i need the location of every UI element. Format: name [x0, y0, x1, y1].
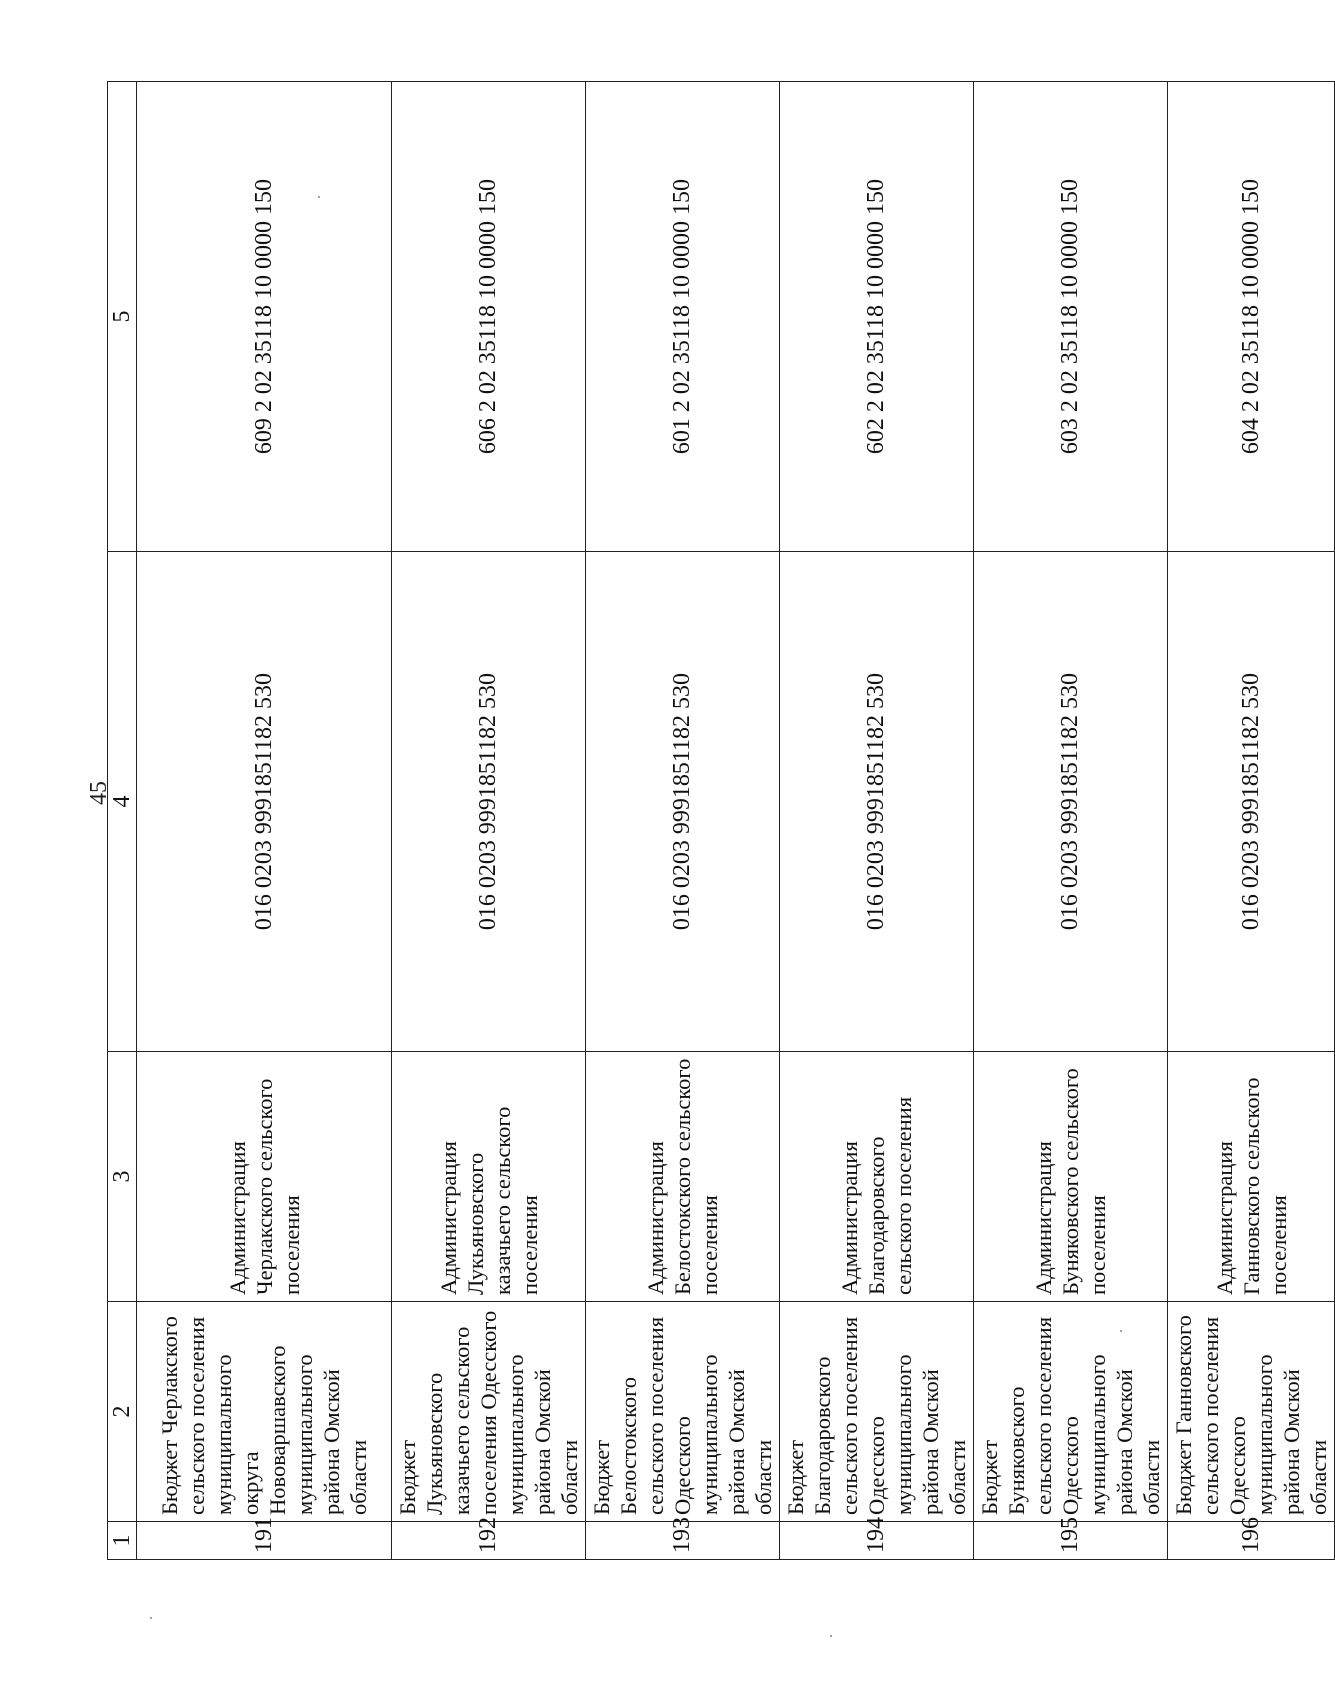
page-number: 45 — [86, 781, 112, 805]
budget-table-sheet — [107, 82, 1331, 1560]
administrator-name: Администрация Благодаровского сельского поселения — [780, 1052, 974, 1302]
income-code: 603 2 02 35118 10 0000 150 — [974, 82, 1168, 552]
table-row — [974, 82, 1168, 1560]
income-code: 602 2 02 35118 10 0000 150 — [780, 82, 974, 552]
row-number: 196 — [1168, 1522, 1335, 1560]
budget-name: Бюджет Буняковского сельского поселения Одесского муниципального района Омской области — [974, 1302, 1168, 1522]
budget-name: Бюджет Благодаровского сельского поселения Одесского муниципального района Омской области — [780, 1302, 974, 1522]
budget-name: Бюджет Черлакского сельского поселения муниципального округа Нововаршавского муниципального района Омской области — [137, 1302, 392, 1522]
budget-name: Бюджет Ганновского сельского поселения Одесского муниципального района Омской области — [1168, 1302, 1335, 1522]
expense-code: 016 0203 9991851182 530 — [974, 552, 1168, 1052]
income-code: 606 2 02 35118 10 0000 150 — [392, 82, 586, 552]
column-header: 2 — [108, 1302, 137, 1522]
budget-table — [107, 81, 1335, 1560]
row-number: 195 — [974, 1522, 1168, 1560]
table-row — [137, 82, 392, 1560]
header-row — [108, 82, 137, 1560]
administrator-name: Администрация Буняковского сельского поселения — [974, 1052, 1168, 1302]
budget-name: Бюджет Белостокского сельского поселения Одесского муниципального района Омской области — [586, 1302, 780, 1522]
column-header: 4 — [108, 552, 137, 1052]
income-code: 609 2 02 35118 10 0000 150 — [137, 82, 392, 552]
scan-speck — [830, 1635, 832, 1637]
scan-speck — [1120, 1330, 1122, 1332]
table-row — [780, 82, 974, 1560]
column-header: 5 — [108, 82, 137, 552]
scan-speck — [318, 196, 320, 198]
income-code: 601 2 02 35118 10 0000 150 — [586, 82, 780, 552]
table-row — [392, 82, 586, 1560]
expense-code: 016 0203 9991851182 530 — [392, 552, 586, 1052]
column-header: 1 — [108, 1522, 137, 1560]
table-row — [1168, 82, 1335, 1560]
expense-code: 016 0203 9991851182 530 — [586, 552, 780, 1052]
administrator-name: Администрация Белостокского сельского поселения — [586, 1052, 780, 1302]
administrator-name: Администрация Ганновского сельского поселения — [1168, 1052, 1335, 1302]
income-code: 604 2 02 35118 10 0000 150 — [1168, 82, 1335, 552]
administrator-name: Администрация Черлакского сельского поселения — [137, 1052, 392, 1302]
administrator-name: Администрация Лукьяновского казачьего сельского поселения — [392, 1052, 586, 1302]
expense-code: 016 0203 9991851182 530 — [780, 552, 974, 1052]
expense-code: 016 0203 9991851182 530 — [137, 552, 392, 1052]
row-number: 193 — [586, 1522, 780, 1560]
scan-speck — [150, 1617, 152, 1619]
budget-name: Бюджет Лукьяновского казачьего сельского поселения Одесского муниципального района Омской области — [392, 1302, 586, 1522]
table-row — [586, 82, 780, 1560]
row-number: 192 — [392, 1522, 586, 1560]
column-header: 3 — [108, 1052, 137, 1302]
row-number: 191 — [137, 1522, 392, 1560]
expense-code: 016 0203 9991851182 530 — [1168, 552, 1335, 1052]
row-number: 194 — [780, 1522, 974, 1560]
